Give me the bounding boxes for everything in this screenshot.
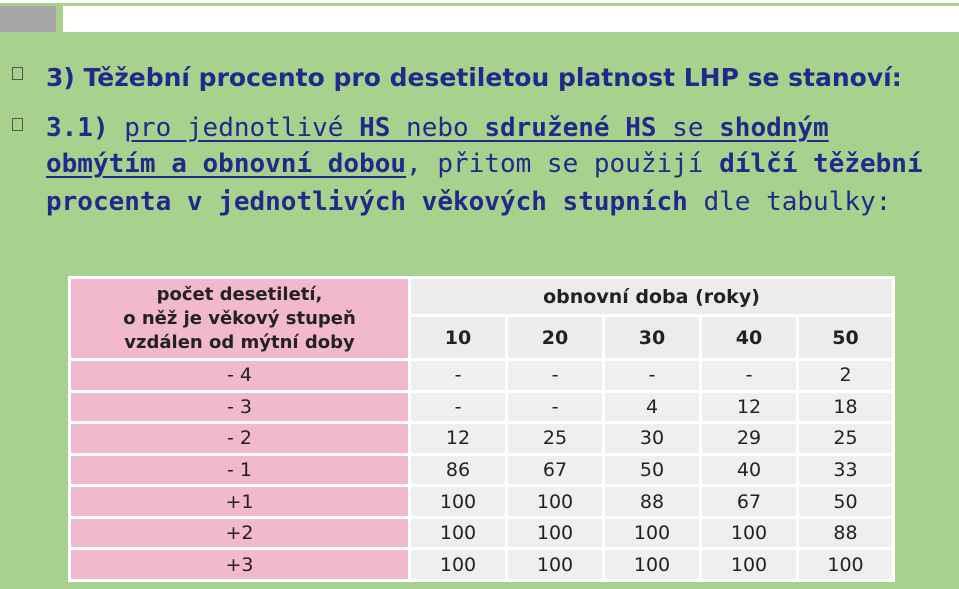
table-row: [70, 360, 894, 392]
column-header: 50: [798, 316, 894, 360]
bullet-2-part-12: dle tabulky:: [687, 187, 892, 217]
bullet-2-part-1: 3.1): [46, 113, 125, 143]
table-cell: 88: [798, 517, 894, 549]
row-label: +2: [70, 517, 410, 549]
row-label: - 4: [70, 360, 410, 392]
renewal-period-header: obnovní doba (roky): [410, 278, 894, 316]
cutting-percent-table: [68, 276, 892, 582]
top-white-block: [63, 6, 959, 32]
table-row: [70, 517, 894, 549]
table-cell: 30: [604, 423, 701, 455]
row-label: +1: [70, 486, 410, 518]
table-cell: 100: [410, 549, 507, 581]
table-cell: 100: [701, 517, 798, 549]
table-cell: 100: [604, 517, 701, 549]
bullet-2-part-6: se: [656, 113, 720, 143]
table-cell: -: [604, 360, 701, 392]
corner-header-line: vzdálen od mýtní doby: [124, 331, 355, 353]
row-label: - 2: [70, 423, 410, 455]
table-row: [70, 486, 894, 518]
table-cell: 100: [410, 517, 507, 549]
column-header: 30: [604, 316, 701, 360]
row-label: - 1: [70, 454, 410, 486]
table-cell: 100: [701, 549, 798, 581]
square-bullet-icon: [12, 118, 23, 131]
table-cell: 18: [798, 391, 894, 423]
bullet-1-text: [46, 61, 902, 95]
table-cell: -: [701, 360, 798, 392]
row-label: - 3: [70, 391, 410, 423]
table-cell: -: [410, 391, 507, 423]
table-cell: 25: [507, 423, 604, 455]
column-header: 40: [701, 316, 798, 360]
bullet-2-part-9: , přitom se použijí: [406, 149, 720, 179]
table-cell: 67: [701, 486, 798, 518]
table-cell: 4: [604, 391, 701, 423]
table-cell: 40: [701, 454, 798, 486]
table-row: [70, 423, 894, 455]
table-cell: 12: [410, 423, 507, 455]
table-cell: 86: [410, 454, 507, 486]
table-cell: 100: [410, 486, 507, 518]
table-row: [70, 549, 894, 581]
table-cell: 100: [507, 549, 604, 581]
data-table: [68, 276, 895, 582]
corner-header: [70, 278, 410, 360]
top-gray-block: [0, 6, 56, 32]
table-cell: 33: [798, 454, 894, 486]
bullet-2-part-2: pro jednotlivé: [124, 113, 360, 143]
bullet-2-part-11: procenta v jednotlivých věkových stupních: [46, 187, 688, 217]
top-decoration: [0, 0, 959, 36]
bullet-2-line-1: [46, 111, 829, 145]
bullet-2-line-3: [46, 185, 891, 219]
table-cell: 67: [507, 454, 604, 486]
table-row: [70, 391, 894, 423]
table-cell: 50: [798, 486, 894, 518]
row-label: +3: [70, 549, 410, 581]
bullet-2-part-3: HS: [359, 113, 391, 143]
table-cell: 12: [701, 391, 798, 423]
bullet-2-part-8: obmýtím a obnovní dobou: [46, 149, 407, 179]
table-cell: -: [507, 391, 604, 423]
table-cell: -: [410, 360, 507, 392]
table-cell: -: [507, 360, 604, 392]
table-cell: 100: [507, 486, 604, 518]
bullet-2-part-7: shodným: [719, 113, 829, 143]
table-cell: 88: [604, 486, 701, 518]
table-cell: 100: [798, 549, 894, 581]
bullet-2-part-5: sdružené HS: [484, 113, 657, 143]
corner-header-line: počet desetiletí,: [156, 283, 323, 305]
table-cell: 100: [507, 517, 604, 549]
bullet-2-line-2: [46, 147, 923, 181]
bullet-1-label: 3) Těžební procento pro desetiletou platnost LHP se stanoví:: [46, 63, 902, 92]
table-cell: 25: [798, 423, 894, 455]
bullet-2-part-10: dílčí těžební: [719, 149, 923, 179]
bullet-2-part-4: nebo: [390, 113, 485, 143]
table-cell: 29: [701, 423, 798, 455]
table-row: [70, 454, 894, 486]
table-cell: 50: [604, 454, 701, 486]
column-header: 10: [410, 316, 507, 360]
table-cell: 100: [604, 549, 701, 581]
column-header: 20: [507, 316, 604, 360]
square-bullet-icon: [12, 67, 23, 80]
table-cell: 2: [798, 360, 894, 392]
corner-header-line: o něž je věkový stupeň: [123, 307, 356, 329]
top-white-line: [0, 0, 959, 3]
